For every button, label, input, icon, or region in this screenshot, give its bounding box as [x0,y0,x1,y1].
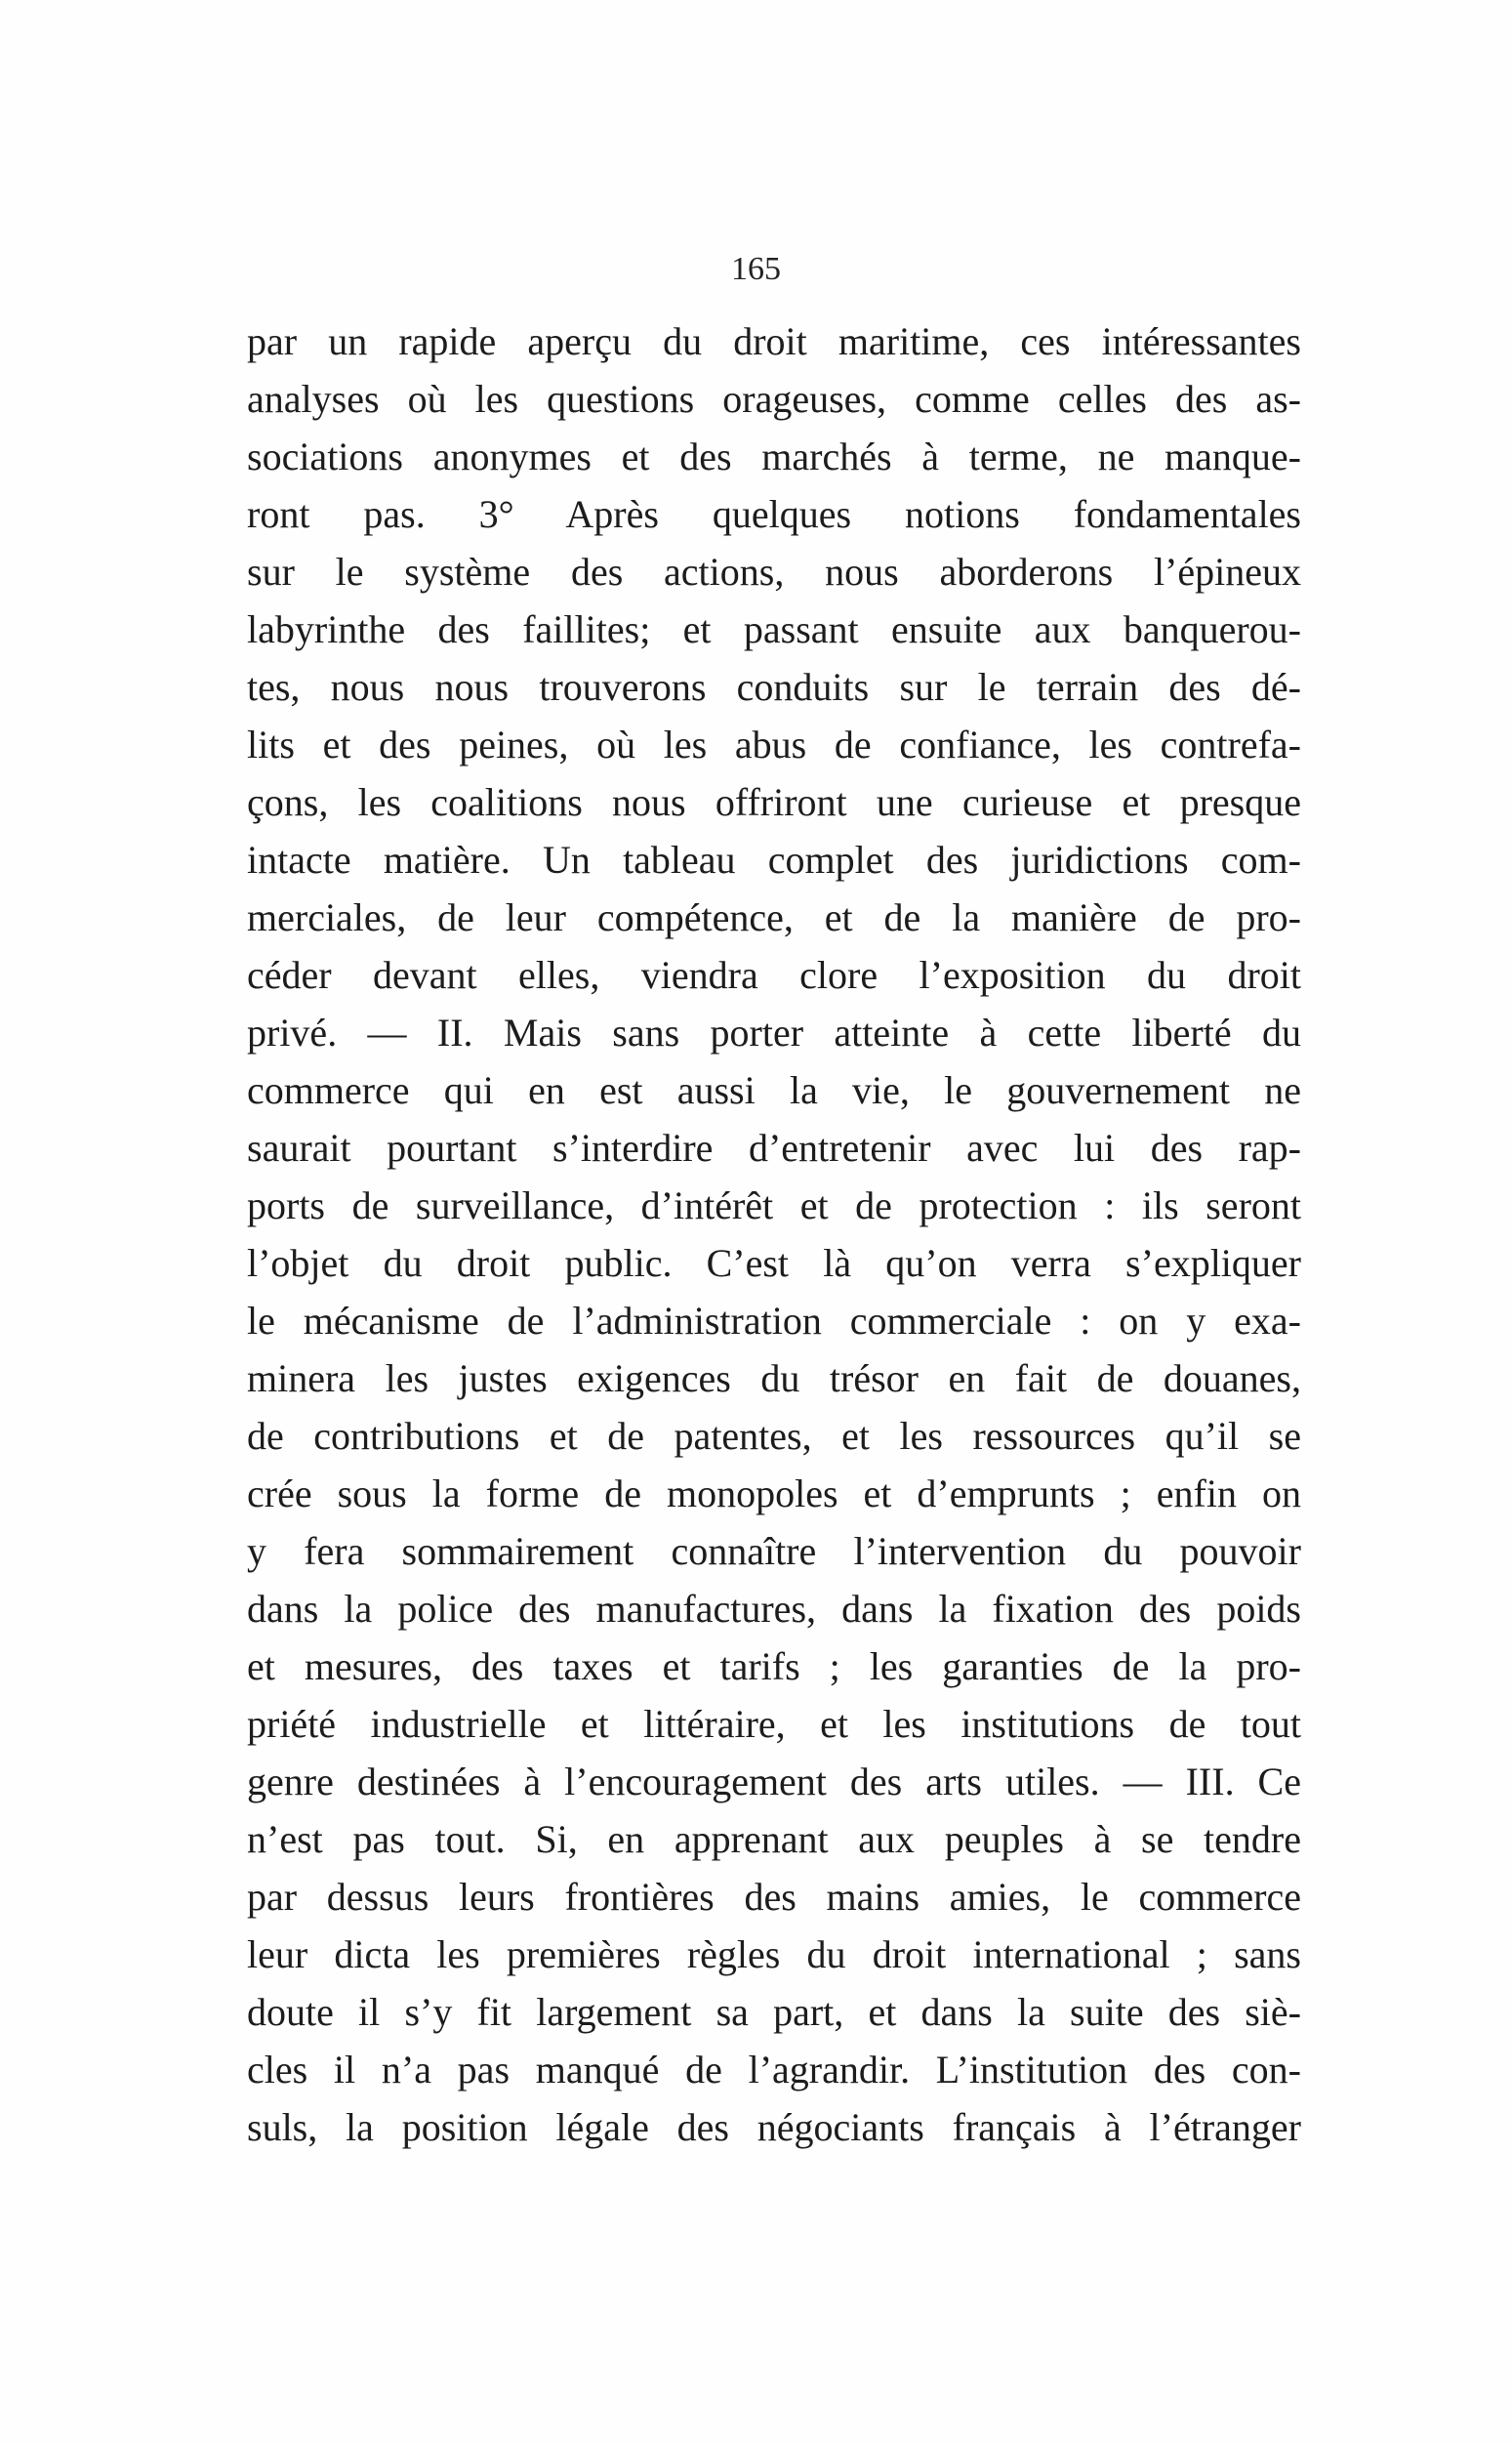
text-line: et mesures, des taxes et tarifs ; les garanties de la pro- [247,1644,1301,1688]
body-text [247,312,1301,2156]
text-line: dans la police des manufactures, dans la fixation des poids [247,1587,1301,1631]
text-line: ports de surveillance, d’intérêt et de protection : ils seront [247,1183,1301,1227]
text-line: le mécanisme de l’administration commerciale : on y exa- [247,1299,1301,1343]
text-line: l’objet du droit public. C’est là qu’on verra s’expliquer [247,1241,1301,1285]
text-line: lits et des peines, où les abus de confiance, les contrefa- [247,723,1301,766]
text-line: crée sous la forme de monopoles et d’emprunts ; enfin on [247,1471,1301,1515]
text-line: merciales, de leur compétence, et de la manière de pro- [247,895,1301,939]
text-line: sur le système des actions, nous aborderons l’épineux [247,550,1301,594]
page-number: 165 [731,251,781,287]
text-line: saurait pourtant s’interdire d’entretenir avec lui des rap- [247,1126,1301,1170]
text-line: de contributions et de patentes, et les ressources qu’il se [247,1414,1301,1458]
text-line: y fera sommairement connaître l’intervention du pouvoir [247,1529,1301,1573]
text-line: céder devant elles, viendra clore l’exposition du droit [247,953,1301,997]
text-line: labyrinthe des faillites; et passant ensuite aux banquerou- [247,607,1301,651]
text-line: par un rapide aperçu du droit maritime, ces intéressantes [247,319,1301,363]
text-line: çons, les coalitions nous offriront une curieuse et presque [247,780,1301,824]
text-line: sociations anonymes et des marchés à terme, ne manque- [247,435,1301,478]
text-line: cles il n’a pas manqué de l’agrandir. L’institution des con- [247,2048,1301,2092]
text-line: minera les justes exigences du trésor en fait de douanes, [247,1356,1301,1400]
text-line: ront pas. 3° Après quelques notions fondamentales [247,492,1301,536]
text-line: analyses où les questions orageuses, comme celles des as- [247,377,1301,421]
text-line: intacte matière. Un tableau complet des juridictions com- [247,838,1301,882]
text-line: privé. — II. Mais sans porter atteinte à cette liberté du [247,1011,1301,1055]
text-line: tes, nous nous trouverons conduits sur le terrain des dé- [247,665,1301,709]
text-line: leur dicta les premières règles du droit international ; sans [247,1932,1301,1976]
text-line: suls, la position légale des négociants français à l’étranger [247,2105,1301,2149]
text-line: n’est pas tout. Si, en apprenant aux peuples à se tendre [247,1817,1301,1861]
text-line: par dessus leurs frontières des mains amies, le commerce [247,1875,1301,1919]
text-line: commerce qui en est aussi la vie, le gouvernement ne [247,1068,1301,1112]
text-line: genre destinées à l’encouragement des arts utiles. — III. Ce [247,1760,1301,1803]
text-line: doute il s’y fit largement sa part, et dans la suite des siè- [247,1990,1301,2034]
text-line: priété industrielle et littéraire, et les institutions de tout [247,1702,1301,1746]
